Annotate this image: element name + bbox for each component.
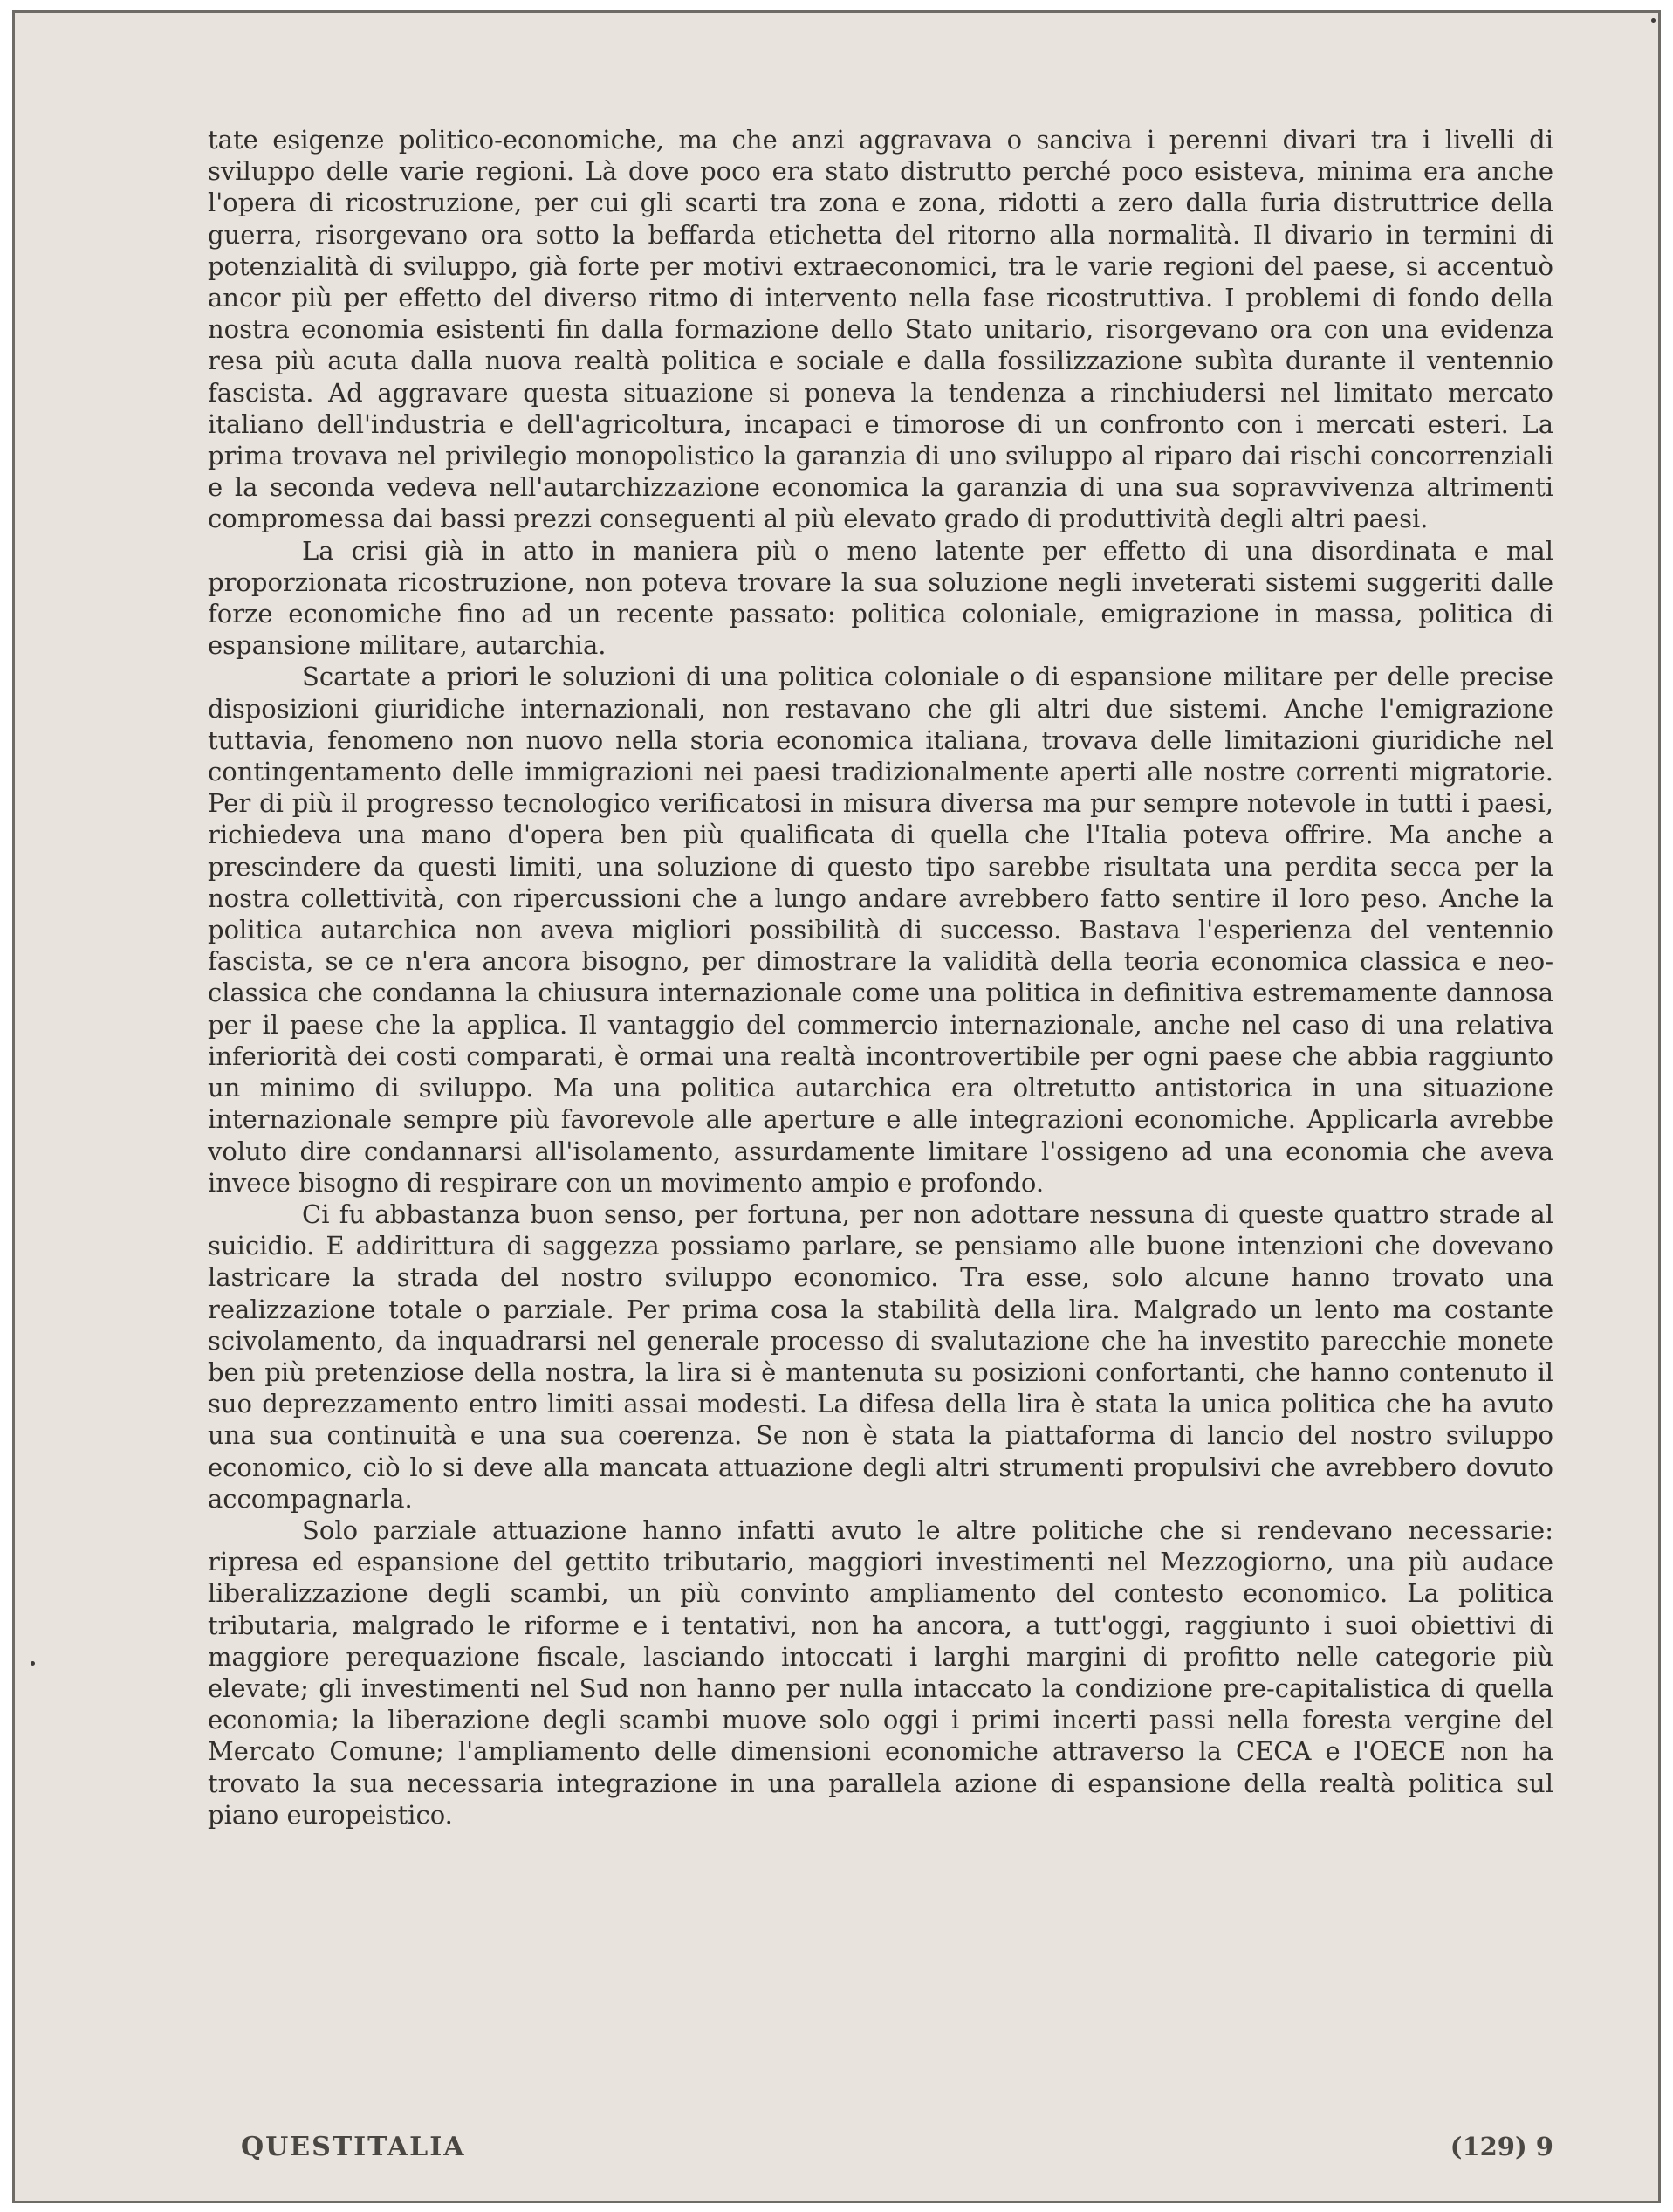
page-footer [208, 2132, 1553, 2167]
paragraph: Ci fu abbastanza buon senso, per fortuna, per non adottare nessuna di queste quattro strade al suicidio. E addirittura di saggezza possiamo parlare, se pensiamo alle buone intenzioni che dovevano lastricare la strada del nostro sviluppo economico. Tra esse, solo alcune hanno trovato una realizzazione totale o parziale. Per prima cosa la stabilità della lira. Malgrado un lento ma costante scivolamento, da inquadrarsi nel generale processo di svalutazione che ha investito parecchie monete ben più pretenziose della nostra, la lira si è mantenuta su posizioni confortanti, che hanno contenuto il suo deprezzamento entro limiti assai modesti. La difesa della lira è stata la unica politica che ha avuto una sua continuità e una sua coerenza. Se non è stata la piattaforma di lancio del nostro sviluppo economico, ciò lo si deve alla mancata attuazione degli altri strumenti propulsivi che avrebbero dovuto accompagnarla. [208, 1199, 1553, 1514]
journal-name: QUESTITALIA [241, 2132, 466, 2162]
article-body [208, 124, 1553, 1831]
scan-speck [31, 1661, 35, 1666]
paragraph: Solo parziale attuazione hanno infatti avuto le altre politiche che si rendevano necessarie: ripresa ed espansione del gettito tributario, maggiori investimenti nel Mezzogiorno, una più audace liberalizzazione degli scambi, un più convinto ampliamento del contesto economico. La politica tributaria, malgrado le riforme e i tentativi, non ha ancora, a tutt'oggi, raggiunto i suoi obiettivi di maggiore perequazione fiscale, lasciando intoccati i larghi margini di profitto nelle categorie più elevate; gli investimenti nel Sud non hanno per nulla intaccato la condizione pre-capitalistica di quella economia; la liberazione degli scambi muove solo oggi i primi incerti passi nella foresta vergine del Mercato Comune; l'ampliamento delle dimensioni economiche attraverso la CECA e l'OECE non ha trovato la sua necessaria integrazione in una parallela azione di espansione della realtà politica sul piano europeistico. [208, 1515, 1553, 1830]
paragraph: Scartate a priori le soluzioni di una politica coloniale o di espansione militare per delle precise disposizioni giuridiche internazionali, non restavano che gli altri due sistemi. Anche l'emigrazione tuttavia, fenomeno non nuovo nella storia economica italiana, trovava delle limitazioni giuridiche nel contingentamento delle immigrazioni nei paesi tradizionalmente aperti alle nostre correnti migratorie. Per di più il progresso tecnologico verificatosi in misura diversa ma pur sempre notevole in tutti i paesi, richiedeva una mano d'opera ben più qualificata di quella che l'Italia poteva offrire. Ma anche a prescindere da questi limiti, una soluzione di questo tipo sarebbe risultata una perdita secca per la nostra collettività, con ripercussioni che a lungo andare avrebbero fatto sentire il loro peso. Anche la politica autarchica non aveva migliori possibilità di successo. Bastava l'esperienza del ventennio fascista, se ce n'era ancora bisogno, per dimostrare la validità della teoria economica classica e neo-classica che condanna la chiusura internazionale come una politica in definitiva estremamente dannosa per il paese che la applica. Il vantaggio del commercio internazionale, anche nel caso di una relativa inferiorità dei costi comparati, è ormai una realtà incontrovertibile per ogni paese che abbia raggiunto un minimo di sviluppo. Ma una politica autarchica era oltretutto antistorica in una situazione internazionale sempre più favorevole alle aperture e alle integrazioni economiche. Applicarla avrebbe voluto dire condannarsi all'isolamento, assurdamente limitare l'ossigeno ad una economia che aveva invece bisogno di respirare con un movimento ampio e profondo. [208, 662, 1553, 1198]
paragraph: La crisi già in atto in maniera più o meno latente per effetto di una disordinata e mal proporzionata ricostruzione, non poteva trovare la sua soluzione negli inveterati sistemi suggeriti dalle forze economiche fino ad un recente passato: politica coloniale, emigrazione in massa, politica di espansione militare, autarchia. [208, 535, 1553, 661]
paragraph: tate esigenze politico-economiche, ma che anzi aggravava o sanciva i perenni divari tra i livelli di sviluppo delle varie regioni. Là dove poco era stato distrutto perché poco esisteva, minima era anche l'opera di ricostruzione, per cui gli scarti tra zona e zona, ridotti a zero dalla furia distruttrice della guerra, risorgevano ora sotto la beffarda etichetta del ritorno alla normalità. Il divario in termini di potenzialità di sviluppo, già forte per motivi extraeconomici, tra le varie regioni del paese, si accentuò ancor più per effetto del diverso ritmo di intervento nella fase ricostruttiva. I problemi di fondo della nostra economia esistenti fin dalla formazione dello Stato unitario, risorgevano ora con una evidenza resa più acuta dalla nuova realtà politica e sociale e dalla fossilizzazione subìta durante il ventennio fascista. Ad aggravare questa situazione si poneva la tendenza a rinchiudersi nel limitato mercato italiano dell'industria e dell'agricoltura, incapaci e timorose di un confronto con i mercati esteri. La prima trovava nel privilegio monopolistico la garanzia di uno sviluppo al riparo dai rischi concorrenziali e la seconda vedeva nell'autarchizzazione economica la garanzia di una sua sopravvivenza altrimenti compromessa dai bassi prezzi conseguenti al più elevato grado di produttività degli altri paesi. [208, 125, 1553, 534]
scan-speck [1651, 18, 1656, 23]
page-number: (129) 9 [1450, 2132, 1553, 2161]
